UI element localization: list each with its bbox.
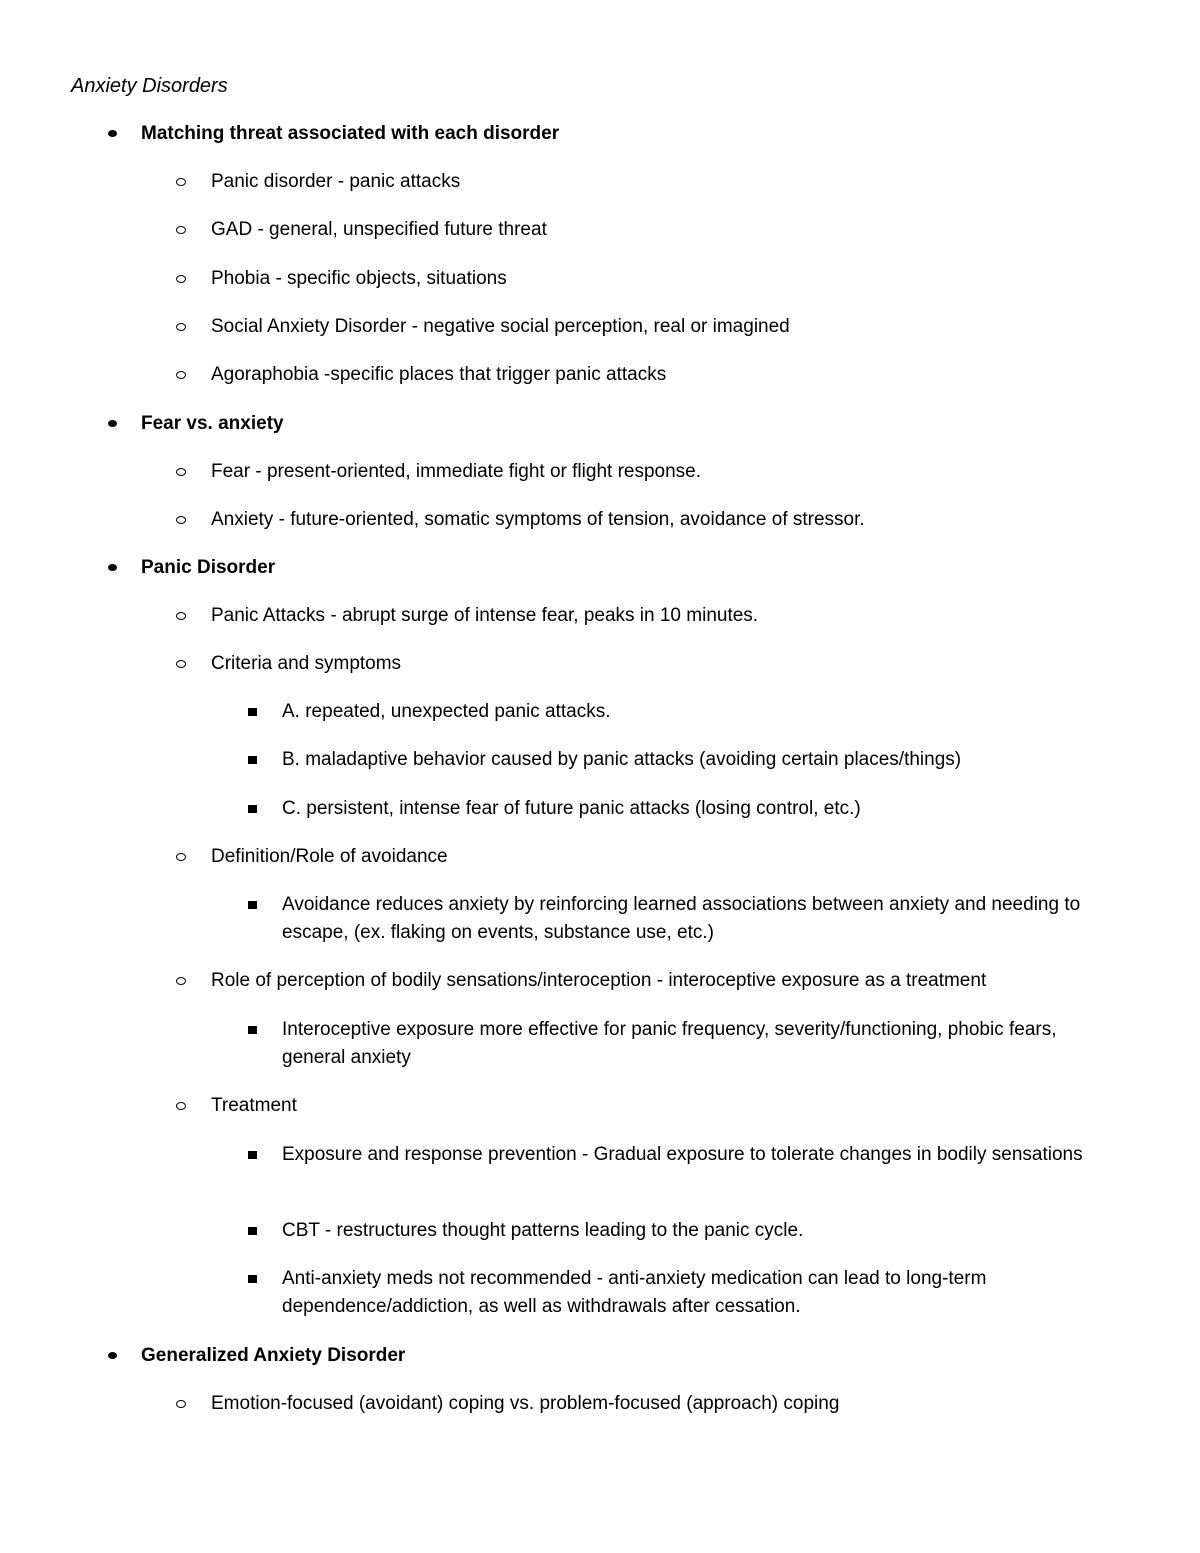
bullet-square-icon	[248, 901, 257, 909]
bullet-circle-icon	[176, 853, 186, 861]
document-title: Anxiety Disorders	[71, 75, 228, 97]
bullet-circle-icon	[176, 178, 186, 186]
bullet-disc-icon	[108, 564, 117, 571]
outline-detail: Avoidance reduces anxiety by reinforcing learned associations between anxiety and needing to escape, (ex. flaking on events, substance use, etc.)	[282, 894, 1081, 943]
bullet-disc-icon	[108, 1352, 117, 1359]
bullet-square-icon	[248, 756, 257, 764]
bullet-disc-icon	[108, 420, 117, 427]
bullet-circle-icon	[176, 226, 186, 234]
bullet-square-icon	[248, 1227, 257, 1235]
outline-subitem: GAD - general, unspecified future threat	[211, 219, 547, 240]
outline-subitem: Panic Attacks - abrupt surge of intense fear, peaks in 10 minutes.	[211, 605, 759, 626]
outline-subitem: Agoraphobia -specific places that trigger panic attacks	[211, 364, 667, 385]
outline-subitem: Anxiety - future-oriented, somatic symptoms of tension, avoidance of stressor.	[211, 509, 865, 530]
bullet-circle-icon	[176, 275, 186, 283]
bullet-square-icon	[248, 1151, 257, 1159]
outline-subitem: Emotion-focused (avoidant) coping vs. problem-focused (approach) coping	[211, 1393, 840, 1414]
outline-subitem: Role of perception of bodily sensations/interoception - interoceptive exposure as a treatment	[211, 970, 987, 991]
outline-subitem: Treatment	[211, 1095, 297, 1116]
bullet-circle-icon	[176, 516, 186, 524]
outline-subitem: Social Anxiety Disorder - negative social perception, real or imagined	[211, 316, 790, 337]
outline-detail: C. persistent, intense fear of future panic attacks (losing control, etc.)	[282, 798, 861, 819]
bullet-circle-icon	[176, 371, 186, 379]
outline-subitem: Phobia - specific objects, situations	[211, 268, 507, 289]
outline-heading: Generalized Anxiety Disorder	[141, 1345, 406, 1366]
bullet-circle-icon	[176, 323, 186, 331]
bullet-square-icon	[248, 805, 257, 813]
outline-detail: Anti-anxiety meds not recommended - anti-anxiety medication can lead to long-term dependence/addiction, as well as withdrawals after cessation.	[282, 1268, 987, 1317]
outline-detail: Exposure and response prevention - Gradual exposure to tolerate changes in bodily sensations	[282, 1144, 1083, 1165]
outline-detail: B. maladaptive behavior caused by panic attacks (avoiding certain places/things)	[282, 749, 962, 770]
bullet-square-icon	[248, 1275, 257, 1283]
bullet-circle-icon	[176, 977, 186, 985]
outline-heading: Panic Disorder	[141, 557, 276, 578]
outline-detail: CBT - restructures thought patterns leading to the panic cycle.	[282, 1220, 804, 1241]
outline-subitem: Fear - present-oriented, immediate fight or flight response.	[211, 461, 702, 482]
bullet-circle-icon	[176, 1102, 186, 1110]
bullet-square-icon	[248, 1026, 257, 1034]
bullet-circle-icon	[176, 1400, 186, 1408]
outline-heading: Fear vs. anxiety	[141, 413, 284, 434]
bullet-circle-icon	[176, 468, 186, 476]
outline-subitem: Definition/Role of avoidance	[211, 846, 448, 867]
outline-detail: Interoceptive exposure more effective for panic frequency, severity/functioning, phobic fears, general anxiety	[282, 1019, 1057, 1068]
outline-heading: Matching threat associated with each disorder	[141, 123, 560, 144]
outline-detail: A. repeated, unexpected panic attacks.	[282, 701, 611, 722]
bullet-circle-icon	[176, 612, 186, 620]
bullet-circle-icon	[176, 660, 186, 668]
outline-subitem: Panic disorder - panic attacks	[211, 171, 461, 192]
bullet-disc-icon	[108, 130, 117, 137]
bullet-square-icon	[248, 708, 257, 716]
outline-subitem: Criteria and symptoms	[211, 653, 402, 674]
